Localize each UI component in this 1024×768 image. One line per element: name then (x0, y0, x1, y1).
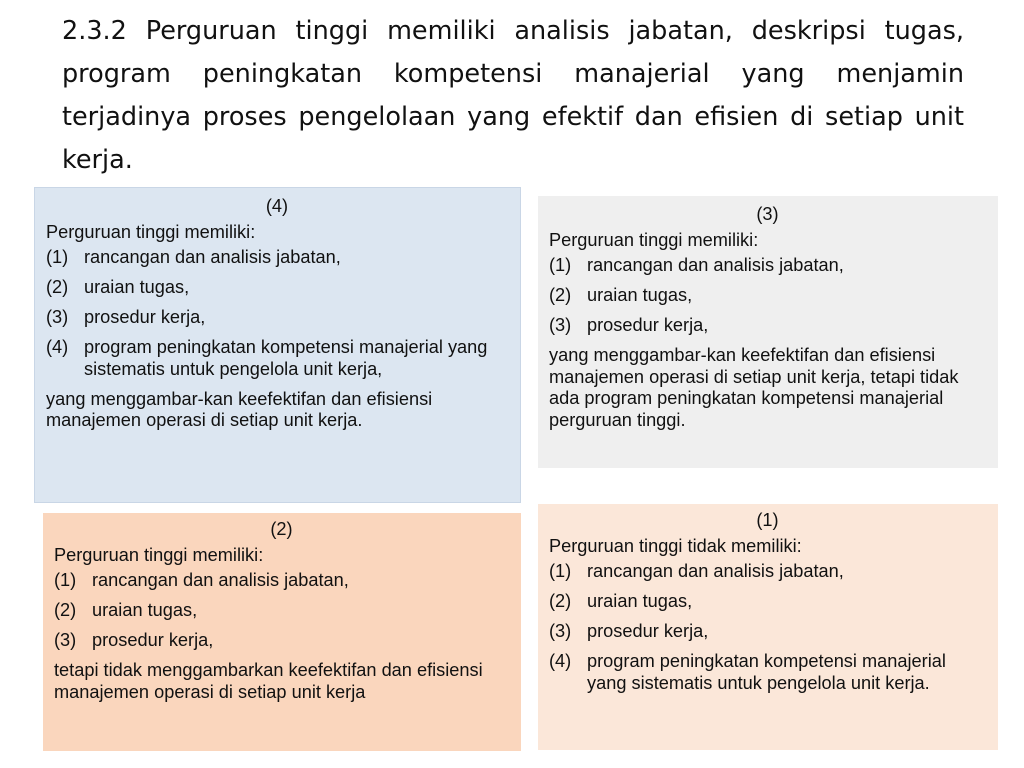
list-item-text: prosedur kerja, (587, 621, 709, 641)
list-item (549, 591, 986, 613)
list-item (549, 561, 986, 583)
list-item (54, 630, 509, 652)
list-item (54, 570, 509, 592)
list-item (54, 600, 509, 622)
list-item-index: (3) (549, 621, 572, 641)
list-item-text: rancangan dan analisis jabatan, (587, 561, 844, 581)
box-intro: Perguruan tinggi memiliki: (46, 221, 256, 242)
score-box-3 (538, 196, 998, 468)
list-item-index: (3) (549, 315, 572, 335)
list-item-text: prosedur kerja, (84, 307, 206, 327)
score-box-4 (34, 187, 521, 503)
list-item (549, 255, 986, 277)
list-item (549, 315, 986, 337)
list-item-text: uraian tugas, (587, 285, 693, 305)
list-item-text: uraian tugas, (587, 591, 693, 611)
score-label: (2) (270, 519, 293, 539)
list-item-text: program peningkatan kompetensi manajerial yang sistematis untuk pengelola unit kerja. (587, 651, 946, 693)
score-label: (4) (265, 196, 289, 216)
score-label: (3) (756, 204, 779, 224)
list-item-text: uraian tugas, (84, 277, 190, 297)
criteria-list (549, 561, 986, 694)
list-item-index: (2) (46, 277, 69, 297)
box-outro: tetapi tidak menggambarkan keefektifan dan efisiensi manajemen operasi di setiap unit kerja (54, 660, 483, 702)
list-item (549, 285, 986, 307)
list-item-text: prosedur kerja, (92, 630, 214, 650)
list-item (46, 307, 508, 329)
criteria-list (549, 255, 986, 337)
list-item-text: rancangan dan analisis jabatan, (92, 570, 349, 590)
list-item-text: prosedur kerja, (587, 315, 709, 335)
score-box-1 (538, 504, 998, 750)
list-item-index: (2) (549, 285, 572, 305)
score-label: (1) (756, 510, 779, 530)
box-outro: yang menggambar-kan keefektifan dan efisiensi manajemen operasi di setiap unit kerja, tetapi tidak ada program peningkatan kompetensi manajerial perguruan tinggi. (549, 345, 959, 430)
criteria-list (46, 247, 508, 380)
list-item-index: (3) (54, 630, 77, 650)
list-item-text: rancangan dan analisis jabatan, (587, 255, 844, 275)
box-outro: yang menggambar-kan keefektifan dan efisiensi manajemen operasi di setiap unit kerja. (46, 388, 433, 430)
list-item-index: (1) (549, 255, 572, 275)
box-intro: Perguruan tinggi memiliki: (549, 229, 759, 250)
list-item-text: uraian tugas, (92, 600, 198, 620)
box-intro: Perguruan tinggi tidak memiliki: (549, 535, 802, 556)
list-item (46, 277, 508, 299)
list-item (46, 337, 508, 380)
slide-title: 2.3.2 Perguruan tinggi memiliki analisis jabatan, deskripsi tugas, program peningkatan kompetensi manajerial yang menjamin terjadinya proses pengelolaan yang efektif dan efisien di setiap unit kerja. (62, 16, 964, 175)
list-item (549, 621, 986, 643)
list-item-text: rancangan dan analisis jabatan, (84, 247, 341, 267)
list-item-index: (2) (549, 591, 572, 611)
box-intro: Perguruan tinggi memiliki: (54, 544, 264, 565)
list-item-index: (1) (549, 561, 572, 581)
list-item (46, 247, 508, 269)
list-item-index: (4) (46, 337, 69, 357)
list-item-index: (2) (54, 600, 77, 620)
list-item-index: (1) (54, 570, 77, 590)
list-item-index: (4) (549, 651, 572, 671)
list-item-index: (3) (46, 307, 69, 327)
list-item (549, 651, 986, 694)
list-item-text: program peningkatan kompetensi manajerial yang sistematis untuk pengelola unit kerja, (84, 337, 488, 379)
score-box-2 (43, 513, 521, 751)
list-item-index: (1) (46, 247, 69, 267)
criteria-list (54, 570, 509, 652)
